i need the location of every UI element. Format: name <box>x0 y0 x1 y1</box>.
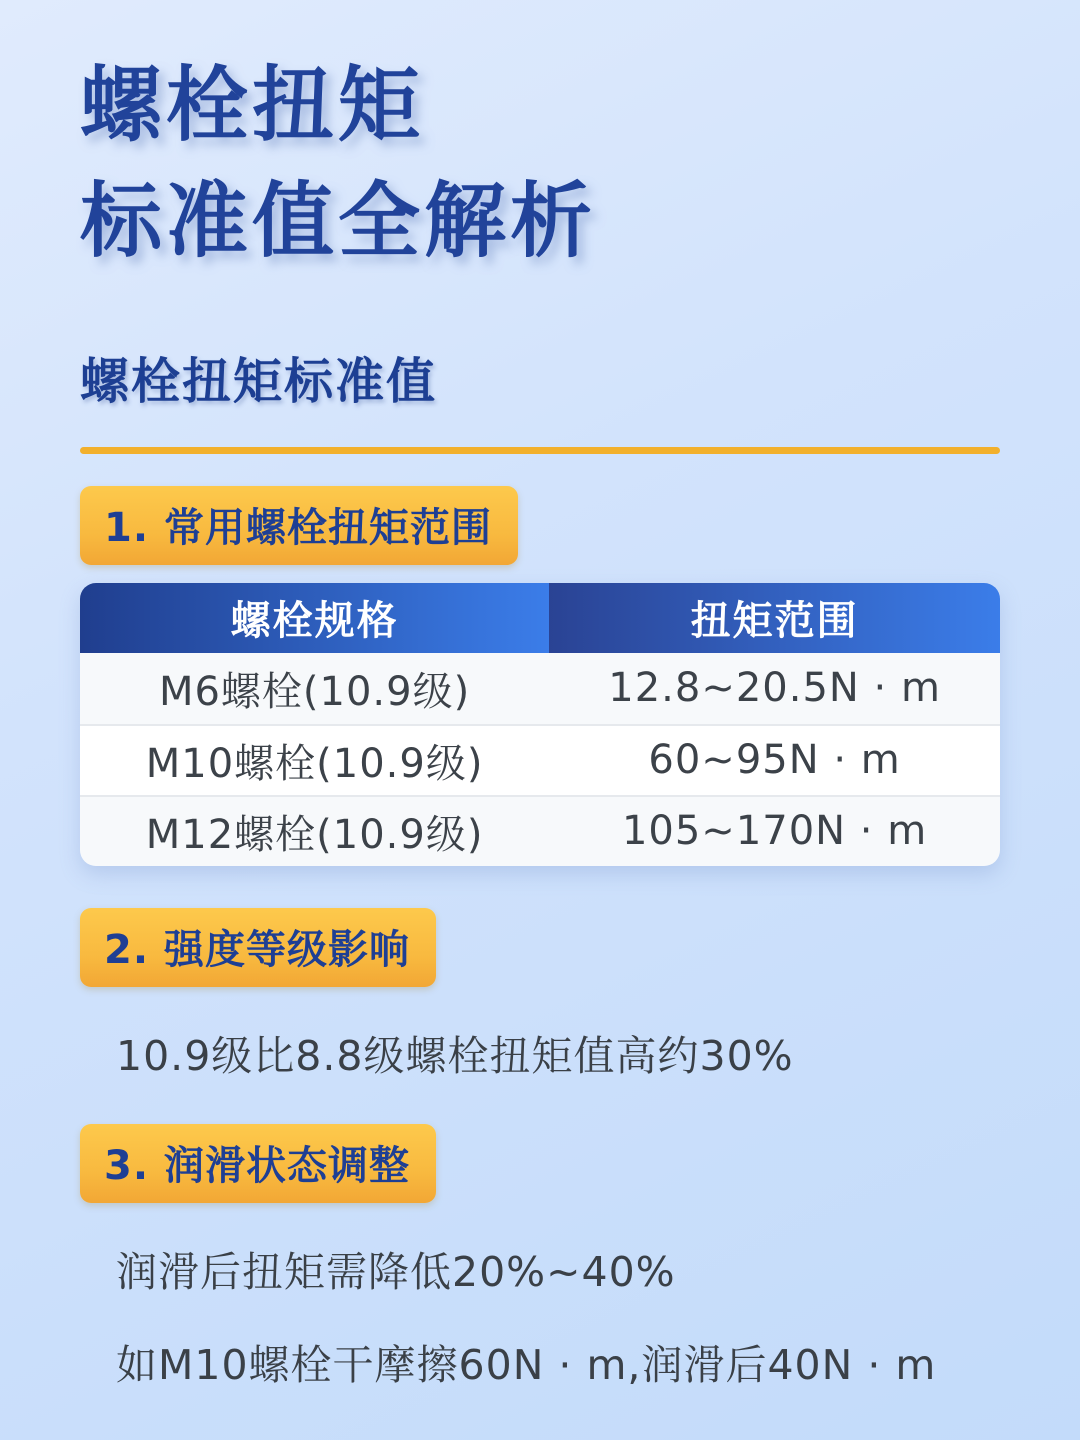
page-subtitle: 螺栓扭矩标准值 <box>80 352 438 410</box>
section-1-label: 1. 常用螺栓扭矩范围 <box>80 486 518 565</box>
table-header-row <box>80 583 1000 653</box>
section-3-body-line2: 如M10螺栓干摩擦60N · m,润滑后40N · m <box>116 1340 937 1389</box>
page-title-line1: 螺栓扭矩 <box>80 58 425 153</box>
page-title-line2: 标准值全解析 <box>80 174 597 270</box>
table-row <box>80 724 1000 795</box>
section-3-body-line1: 润滑后扭矩需降低20%~40% <box>116 1247 676 1296</box>
yellow-divider <box>80 447 1000 454</box>
page-title <box>80 48 1000 281</box>
section-3-label: 3. 润滑状态调整 <box>80 1124 436 1203</box>
section-2-label: 2. 强度等级影响 <box>80 908 436 987</box>
table-row <box>80 653 1000 724</box>
table-cell-range: 105~170N · m <box>621 808 928 855</box>
table-cell-spec: M12螺栓(10.9级) <box>145 811 484 858</box>
section-2-body: 10.9级比8.8级螺栓扭矩值高约30% <box>116 1031 794 1080</box>
table-cell-range: 12.8~20.5N · m <box>608 665 941 712</box>
table-header-range: 扭矩范围 <box>549 583 1000 653</box>
table-header-spec: 螺栓规格 <box>80 583 549 653</box>
table-row <box>80 795 1000 866</box>
table-cell-range: 60~95N · m <box>648 737 901 784</box>
table-cell-spec: M6螺栓(10.9级) <box>158 668 471 715</box>
torque-table <box>80 583 1000 866</box>
table-cell-spec: M10螺栓(10.9级) <box>145 740 484 787</box>
